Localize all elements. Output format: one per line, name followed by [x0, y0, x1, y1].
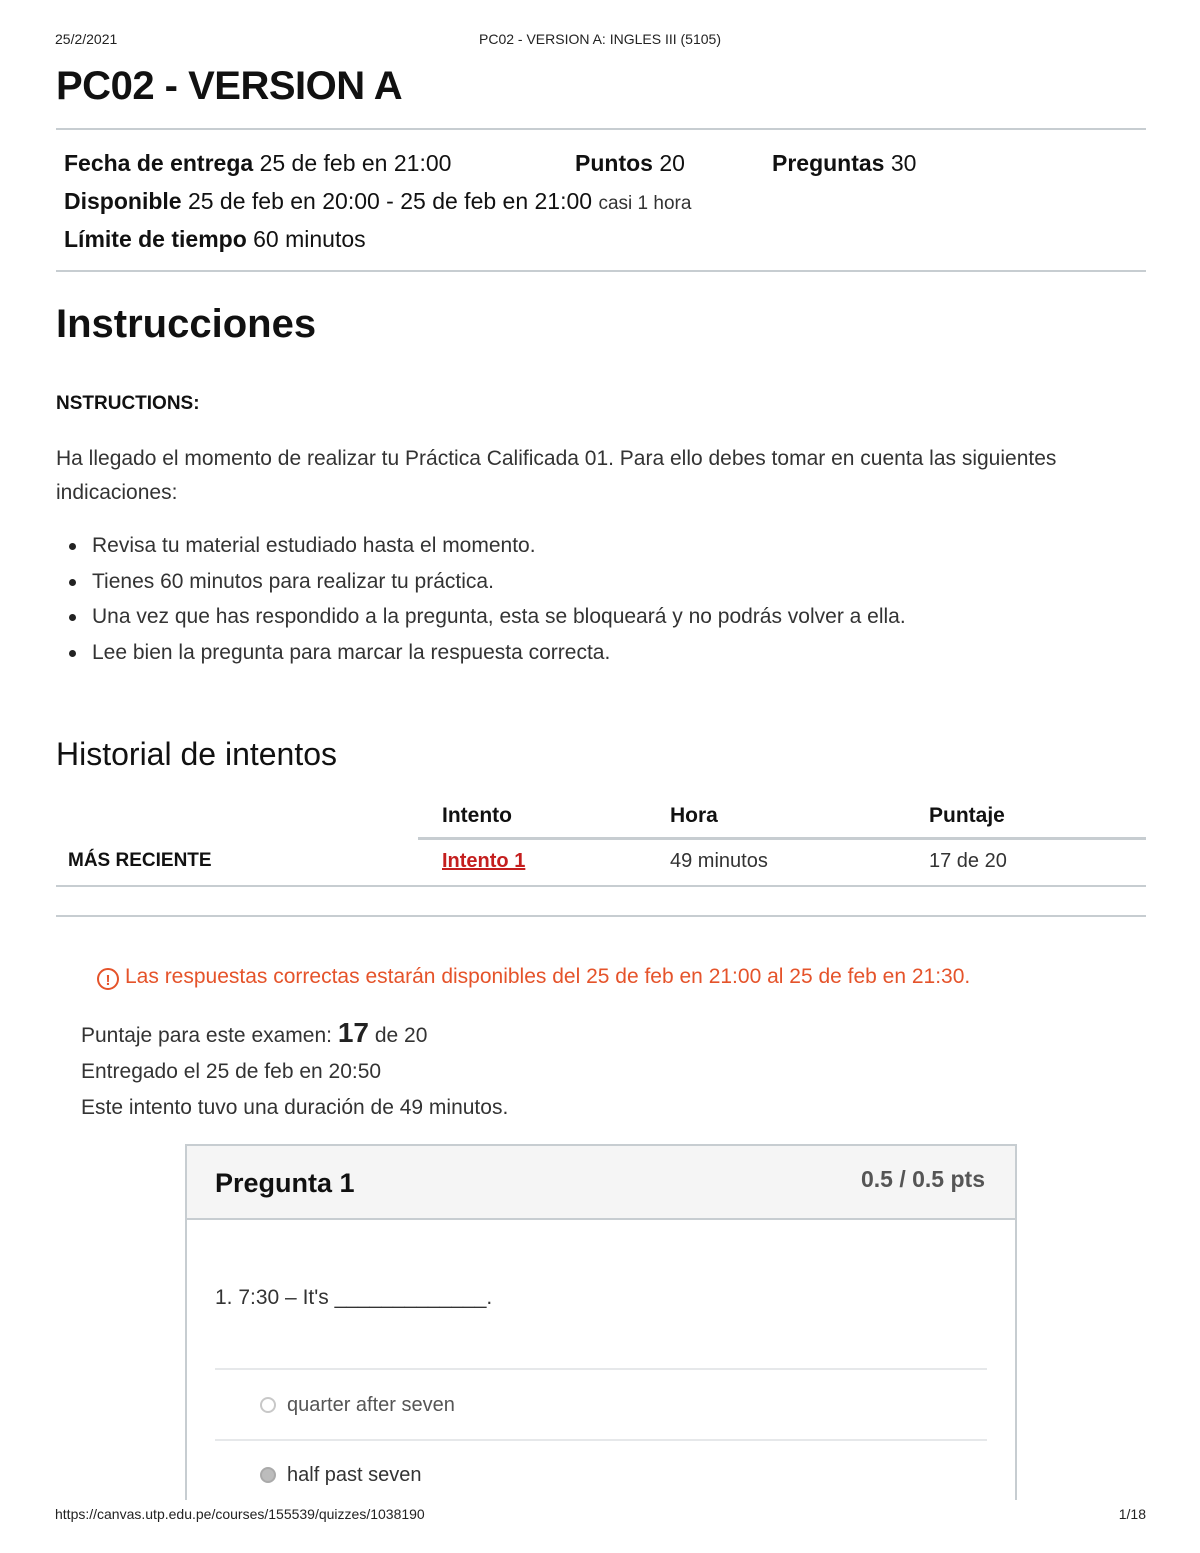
- answer-divider: [215, 1439, 987, 1441]
- list-item: [66, 564, 906, 600]
- available-label: Disponible: [64, 188, 182, 214]
- divider: [56, 128, 1146, 130]
- due-label: Fecha de entrega: [64, 150, 254, 176]
- instructions-subheading: NSTRUCTIONS:: [56, 393, 200, 414]
- answer-divider: [215, 1368, 987, 1370]
- column-header-attempt: Intento: [442, 804, 512, 827]
- column-header-time: Hora: [670, 804, 718, 827]
- points-value: 20: [659, 150, 685, 176]
- time-limit-label: Límite de tiempo: [64, 226, 247, 252]
- notice-text: Las respuestas correctas estarán disponibles del 25 de feb en 21:00 al 25 de feb en 21:30.: [125, 965, 971, 988]
- page-title: PC02 - VERSION A: [56, 64, 403, 108]
- attempt-duration: Este intento tuvo una duración de 49 minutos.: [81, 1096, 509, 1119]
- print-page-number: 1/18: [1118, 1506, 1146, 1522]
- list-item-text: Revisa tu material estudiado hasta el momento.: [92, 534, 536, 557]
- list-item: [66, 528, 906, 564]
- score-value: 17: [337, 1017, 369, 1048]
- time-limit-value: 60 minutos: [253, 226, 366, 252]
- available-note: casi 1 hora: [598, 193, 692, 214]
- attempt-time: 49 minutos: [670, 850, 768, 872]
- answer-option-label: half past seven: [287, 1464, 422, 1486]
- instructions-heading: Instrucciones: [56, 302, 317, 346]
- divider: [56, 270, 1146, 272]
- table-row-divider: [56, 885, 1146, 887]
- print-date: 25/2/2021: [55, 31, 118, 47]
- list-item-text: Lee bien la pregunta para marcar la respuesta correcta.: [92, 640, 611, 664]
- history-heading: Historial de intentos: [56, 736, 338, 772]
- question-text: 1. 7:30 – It's _____________.: [215, 1286, 493, 1309]
- bullet-dot-icon: [69, 614, 76, 621]
- quiz-meta-row-3: [64, 226, 366, 253]
- list-item: [66, 635, 906, 671]
- attempt-1-link[interactable]: Intento 1: [442, 850, 526, 872]
- bullet-dot-icon: [69, 650, 76, 657]
- due-value: 25 de feb en 21:00: [259, 150, 452, 176]
- answers-availability-notice: [97, 965, 970, 990]
- answer-option[interactable]: [260, 1394, 455, 1417]
- points-label: Puntos: [575, 150, 653, 176]
- quiz-meta-row-2: [64, 188, 691, 215]
- instructions-list: [66, 528, 906, 670]
- points-meta: [575, 150, 685, 177]
- answer-option-label: quarter after seven: [287, 1394, 455, 1416]
- question-points: 0.5 / 0.5 pts: [860, 1166, 985, 1192]
- instructions-paragraph: Ha llegado el momento de realizar tu Práctica Calificada 01. Para ello debes tomar en cuenta las siguientes indicaciones:: [56, 447, 1057, 504]
- list-item-text: Una vez que has respondido a la pregunta, esta se bloqueará y no podrás volver a ella.: [92, 605, 906, 628]
- question-header: [187, 1146, 1015, 1220]
- question-title: Pregunta 1: [215, 1168, 355, 1198]
- question-card: [185, 1144, 1017, 1500]
- radio-unselected-icon[interactable]: [260, 1397, 276, 1413]
- warning-icon: !: [97, 968, 119, 990]
- list-item-text: Tienes 60 minutos para realizar tu práctica.: [92, 569, 494, 593]
- row-label-most-recent: MÁS RECIENTE: [68, 850, 212, 871]
- score-suffix: de 20: [374, 1024, 428, 1047]
- divider: [56, 915, 1146, 917]
- bullet-dot-icon: [69, 579, 76, 586]
- quiz-meta-row-1: [64, 150, 451, 177]
- column-header-score: Puntaje: [929, 804, 1005, 827]
- print-page-title: PC02 - VERSION A: INGLES III (5105): [479, 31, 721, 47]
- bullet-dot-icon: [69, 543, 76, 550]
- table-header-divider: [418, 837, 1146, 840]
- score-summary: [81, 1017, 427, 1049]
- answer-option-selected[interactable]: [260, 1464, 422, 1487]
- score-prefix: Puntaje para este examen:: [81, 1024, 332, 1047]
- print-url: https://canvas.utp.edu.pe/courses/155539/quizzes/1038190: [55, 1506, 425, 1522]
- list-item: [66, 599, 906, 635]
- submitted-at: Entregado el 25 de feb en 20:50: [81, 1060, 382, 1083]
- questions-meta: [772, 150, 916, 177]
- radio-selected-icon[interactable]: [260, 1467, 276, 1483]
- available-value: 25 de feb en 20:00 - 25 de feb en 21:00: [187, 188, 593, 214]
- questions-label: Preguntas: [772, 150, 885, 176]
- attempt-score: 17 de 20: [929, 850, 1007, 872]
- questions-value: 30: [890, 150, 917, 176]
